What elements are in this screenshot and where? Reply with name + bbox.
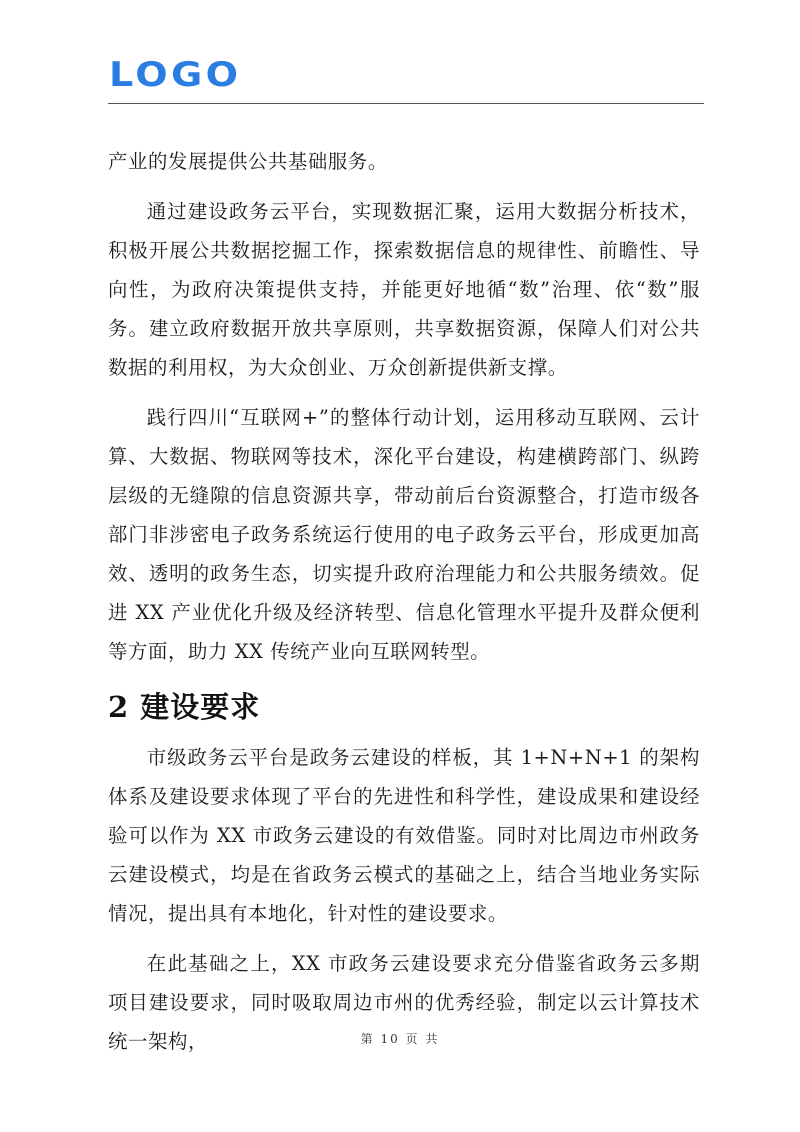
paragraph: 通过建设政务云平台，实现数据汇聚，运用大数据分析技术，积极开展公共数据挖掘工作，探索数据信息的规律性、前瞻性、导向性，为政府决策提供支持，并能更好地循“数”治理、依“数”服务。建立政府数据开放共享原则，共享数据资源，保障人们对公共数据的利用权，为大众创业、万众创新提供新支撑。 xyxy=(108,200,700,379)
header-divider xyxy=(108,103,704,104)
logo: LOGO xyxy=(109,55,242,95)
page-number-label: 第 10 页 共 xyxy=(360,1032,440,1046)
section-heading: 2 建设要求 xyxy=(108,690,261,724)
paragraph-continuation: 产业的发展提供公共基础服务。 xyxy=(108,150,388,173)
page-footer xyxy=(0,1030,800,1047)
paragraph: 市级政务云平台是政务云建设的样板，其 1+N+N+1 的架构体系及建设要求体现了平台的先进性和科学性，建设成果和建设经验可以作为 XX 市政务云建设的有效借鉴。同时对比周边市州政务云建设模式，均是在省政务云模式的基础之上，结合当地业务实际情况，提出具有本地化，针对性的建设要求。 xyxy=(108,746,700,925)
page-header xyxy=(0,0,800,106)
paragraph: 践行四川“互联网+”的整体行动计划，运用移动互联网、云计算、大数据、物联网等技术，深化平台建设，构建横跨部门、纵跨层级的无缝隙的信息资源共享，带动前后台资源整合，打造市级各部门非涉密电子政务系统运行使用的电子政务云平台，形成更加高效、透明的政务生态，切实提升政府治理能力和公共服务绩效。促进 XX 产业优化升级及经济转型、信息化管理水平提升及群众便利等方面，助力 XX 传统产业向互联网转型。 xyxy=(108,406,700,663)
paragraph: 在此基础之上，XX 市政务云建设要求充分借鉴省政务云多期项目建设要求，同时吸取周边市州的优秀经验，制定以云计算技术统一架构， xyxy=(108,952,700,1053)
document-body xyxy=(108,142,700,1072)
